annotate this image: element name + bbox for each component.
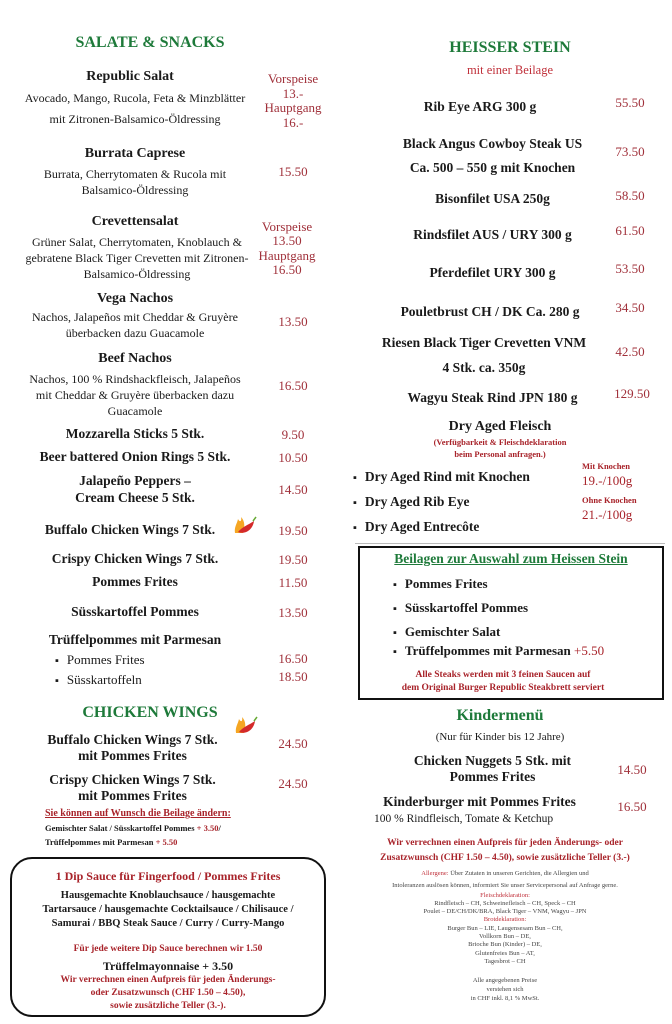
dry-aged-title: Dry Aged Fleisch <box>448 419 552 434</box>
item-name: mit Pommes Frites <box>78 748 187 763</box>
item-price: 21.-/100g <box>582 507 633 522</box>
item-price: 18.50 <box>278 669 308 684</box>
item-desc: Grüner Salat, Cherrytomaten, Knoblauch & <box>32 235 242 249</box>
steak-note: Alle Steaks werden mit 3 feinen Saucen auf <box>415 670 591 680</box>
item-name: Crevettensalat <box>91 214 179 229</box>
surcharge-note: Wir verrechnen einen Aufpreis für jeden Änderungs- oder <box>387 838 623 848</box>
price-note: verstehen sich <box>486 986 524 993</box>
surcharge-note: Zusatzwunsch (CHF 1.50 – 4.50), sowie zusätzliche Teller (3.-) <box>380 853 630 863</box>
beilage-item <box>393 643 604 659</box>
beilagen-title: Beilagen zur Auswahl zum Heissen Stein <box>394 551 628 566</box>
price-label: Ohne Knochen <box>582 495 637 505</box>
item-price: 15.50 <box>278 164 308 179</box>
section-subtitle: mit einer Beilage <box>466 63 554 77</box>
item-price: 55.50 <box>615 95 645 110</box>
item-name: Pouletbrust CH / DK Ca. 280 g <box>400 304 580 319</box>
item-name: Cream Cheese 5 Stk. <box>75 490 195 505</box>
item-price: 14.50 <box>617 762 647 777</box>
item-name: Ca. 500 – 550 g mit Knochen <box>409 160 576 175</box>
option-item: ▪ Pommes Frites <box>55 652 145 668</box>
beilage-note-line: Gemischter Salat / Süsskartoffel Pommes + 3.50/ <box>45 823 221 833</box>
item-price: 19.50 <box>278 523 308 538</box>
item-name: Rindsfilet AUS / URY 300 g <box>413 227 572 242</box>
item-desc: 100 % Rindfleisch, Tomate & Ketchup <box>374 813 554 825</box>
section-title-salate: SALATE & SNACKS <box>75 34 225 51</box>
allergen-note: Intoleranzen auslösen können, informiert Sie unser Servicepersonal auf Anfrage gerne. <box>392 882 618 889</box>
surcharge-note: sowie zusätzliche Teller (3.-). <box>110 1001 226 1011</box>
brot-line: Burger Bun – LIE, Laugensesam Bun – CH, <box>447 925 563 932</box>
item-desc: gebratene Black Tiger Crevetten mit Zitronen- <box>25 251 249 265</box>
beilage-option: Gemischter Salat / Süsskartoffel Pommes <box>45 823 195 833</box>
item-price: 13.50 <box>278 314 308 329</box>
allergen-note <box>340 870 670 879</box>
item-price: 24.50 <box>278 736 308 751</box>
item-price: 13.- <box>282 86 304 101</box>
item-desc: Avocado, Mango, Rucola, Feta & Minzblätter <box>24 91 246 105</box>
beilage-price: +5.50 <box>574 643 605 658</box>
item-name: Crispy Chicken Wings 7 Stk. <box>49 772 216 787</box>
section-title-stein: HEISSER STEIN <box>449 39 571 56</box>
item-price: 53.50 <box>615 261 645 276</box>
item-price: 10.50 <box>278 450 308 465</box>
item-name: Crispy Chicken Wings 7 Stk. <box>51 551 219 566</box>
brot-heading: Brotdeklaration: <box>483 916 527 923</box>
item-name: Chicken Nuggets 5 Stk. mit <box>413 753 572 768</box>
chili-flame-icon <box>232 515 258 537</box>
item-price: 16.50 <box>278 651 308 666</box>
item-desc: Guacamole <box>107 404 163 418</box>
beilage-label: Trüffelpommes mit Parmesan <box>404 643 571 658</box>
item-price: 58.50 <box>615 188 645 203</box>
price-label: Vorspeise <box>261 219 313 234</box>
dip-sauce-list: Samurai / BBQ Steak Sauce / Curry / Curry-Mango <box>51 918 285 929</box>
kinder-subtitle: (Nur für Kinder bis 12 Jahre) <box>435 731 565 743</box>
surcharge-note: Wir verrechnen einen Aufpreis für jeden Änderungs- <box>60 975 276 985</box>
item-price: 73.50 <box>615 144 645 159</box>
beilage-note-heading: Sie können auf Wunsch die Beilage ändern: <box>45 808 231 819</box>
item-price: 129.50 <box>614 386 650 401</box>
item-price: 9.50 <box>281 427 305 442</box>
item-price: 13.50 <box>272 233 302 248</box>
beilage-item: ▪ Gemischter Salat <box>393 624 500 640</box>
price-label: Hauptgang <box>258 248 316 263</box>
item-name: Jalapeño Peppers – <box>79 473 191 488</box>
item-name: Republic Salat <box>86 69 174 84</box>
price-label: Vorspeise <box>267 71 319 86</box>
item-name: Beef Nachos <box>98 351 172 366</box>
brot-line: Brioche Bun (Kinder) – DE, <box>468 941 542 948</box>
item-price: 16.50 <box>617 799 647 814</box>
beilage-price: + 5.50 <box>155 837 178 847</box>
dip-sauce-list: Tartarsauce / hausgemachte Cocktailsauce / Chilisauce / <box>42 904 294 915</box>
price-note: in CHF inkl. 8,1 % MwSt. <box>470 995 540 1002</box>
dry-aged-item: ▪ Dry Aged Rib Eye <box>353 494 470 510</box>
item-name: Mozzarella Sticks 5 Stk. <box>65 426 205 441</box>
item-name: Riesen Black Tiger Crevetten VNM <box>381 335 587 350</box>
dry-aged-note: beim Personal anfragen.) <box>454 449 546 459</box>
item-desc: Balsamico-Öldressing <box>83 267 191 281</box>
brot-line: Glutenfreies Bun – AT, <box>475 950 535 957</box>
item-desc: Nachos, Jalapeños mit Cheddar & Gruyère <box>32 310 238 324</box>
chili-flame-icon <box>233 715 259 737</box>
item-name: Pommes Frites <box>449 769 536 784</box>
beilage-note-line <box>45 837 177 847</box>
item-name: Bisonfilet USA 250g <box>435 191 550 206</box>
item-price: 13.50 <box>278 605 308 620</box>
option-item: ▪ Süsskartoffeln <box>55 672 142 688</box>
brot-line: Vollkorn Bun – DE, <box>479 933 531 940</box>
item-price: 19.50 <box>278 552 308 567</box>
item-price: 24.50 <box>278 776 308 791</box>
item-price: 16.50 <box>278 378 308 393</box>
beilage-option: Trüffelpommes mit Parmesan <box>45 837 154 847</box>
section-title-wings: CHICKEN WINGS <box>82 704 218 721</box>
brot-label <box>340 916 670 925</box>
fleisch-line: Rindfleisch – CH, Schweinefleisch – CH, Speck – CH <box>434 900 576 907</box>
fleisch-heading: Fleischdeklaration: <box>480 892 530 899</box>
dip-sauce-title: 1 Dip Sauce für Fingerfood / Pommes Frites <box>55 869 281 883</box>
item-name: Black Angus Cowboy Steak US <box>402 136 583 151</box>
fleisch-line: Poulet – DE/CH/DK/BRA, Black Tiger – VNM, Wagyu – JPN <box>423 908 587 915</box>
item-desc: Nachos, 100 % Rindshackfleisch, Jalapeños <box>29 372 241 386</box>
item-desc: Balsamico-Öldressing <box>81 183 189 197</box>
item-name: 4 Stk. ca. 350g <box>442 360 526 375</box>
price-label: Mit Knochen <box>582 461 630 471</box>
item-price: 61.50 <box>615 223 645 238</box>
divider <box>355 543 665 544</box>
price-label: Hauptgang <box>264 100 322 115</box>
beilage-price: + 3.50 <box>196 823 219 833</box>
item-name: Burrata Caprese <box>84 146 186 161</box>
item-name: mit Pommes Frites <box>78 788 187 803</box>
item-name: Süsskartoffel Pommes <box>71 604 199 619</box>
price-note: Alle angegebenen Preise <box>472 977 538 984</box>
item-name: Trüffelpommes mit Parmesan <box>48 632 222 647</box>
item-desc: mit Cheddar & Gruyère überbacken dazu <box>35 388 235 402</box>
beilage-item: ▪ Süsskartoffel Pommes <box>393 600 528 616</box>
item-name: Buffalo Chicken Wings 7 Stk. <box>47 732 218 747</box>
allergen-text: Über Zutaten in unseren Gerichten, die Allergien und <box>450 870 589 877</box>
item-name: Buffalo Chicken Wings 7 Stk. <box>44 522 216 537</box>
beilage-item: ▪ Pommes Frites <box>393 576 488 592</box>
item-price: 14.50 <box>278 482 308 497</box>
item-desc: Burrata, Cherrytomaten & Rucola mit <box>43 167 227 181</box>
item-name: Beer battered Onion Rings 5 Stk. <box>39 449 231 464</box>
item-name: Pommes Frites <box>92 574 178 589</box>
brot-line: Tagesbrot – CH <box>484 958 526 965</box>
item-name: Wagyu Steak Rind JPN 180 g <box>407 390 578 405</box>
item-price: 42.50 <box>615 344 645 359</box>
dry-aged-item: ▪ Dry Aged Rind mit Knochen <box>353 469 530 485</box>
truffle-mayo: Trüffelmayonnaise + 3.50 <box>102 959 234 973</box>
section-title-kinder: Kindermenü <box>456 707 544 724</box>
dip-extra-note: Für jede weitere Dip Sauce berechnen wir 1.50 <box>73 944 263 954</box>
item-name: Kinderburger mit Pommes Frites <box>383 794 576 809</box>
item-name: Vega Nachos <box>96 291 174 306</box>
item-price: 11.50 <box>278 575 308 590</box>
allergen-label: Allergene: <box>421 870 449 877</box>
item-name: Rib Eye ARG 300 g <box>423 99 537 114</box>
item-price: 16.- <box>282 115 304 130</box>
surcharge-note: oder Zusatzwunsch (CHF 1.50 – 4.50), <box>90 988 246 998</box>
dry-aged-item: ▪ Dry Aged Entrecôte <box>353 519 479 535</box>
steak-note: dem Original Burger Republic Steakbrett serviert <box>401 683 605 693</box>
item-price: 19.-/100g <box>582 473 633 488</box>
item-name: Pferdefilet URY 300 g <box>429 265 556 280</box>
dry-aged-note: (Verfügbarkeit & Fleischdeklaration <box>433 437 567 447</box>
item-desc: überbacken dazu Guacamole <box>65 326 205 340</box>
item-price: 34.50 <box>615 300 645 315</box>
item-price: 16.50 <box>272 262 302 277</box>
item-desc: mit Zitronen-Balsamico-Öldressing <box>49 112 221 126</box>
dip-sauce-list: Hausgemachte Knoblauchsauce / hausgemachte <box>60 890 276 901</box>
